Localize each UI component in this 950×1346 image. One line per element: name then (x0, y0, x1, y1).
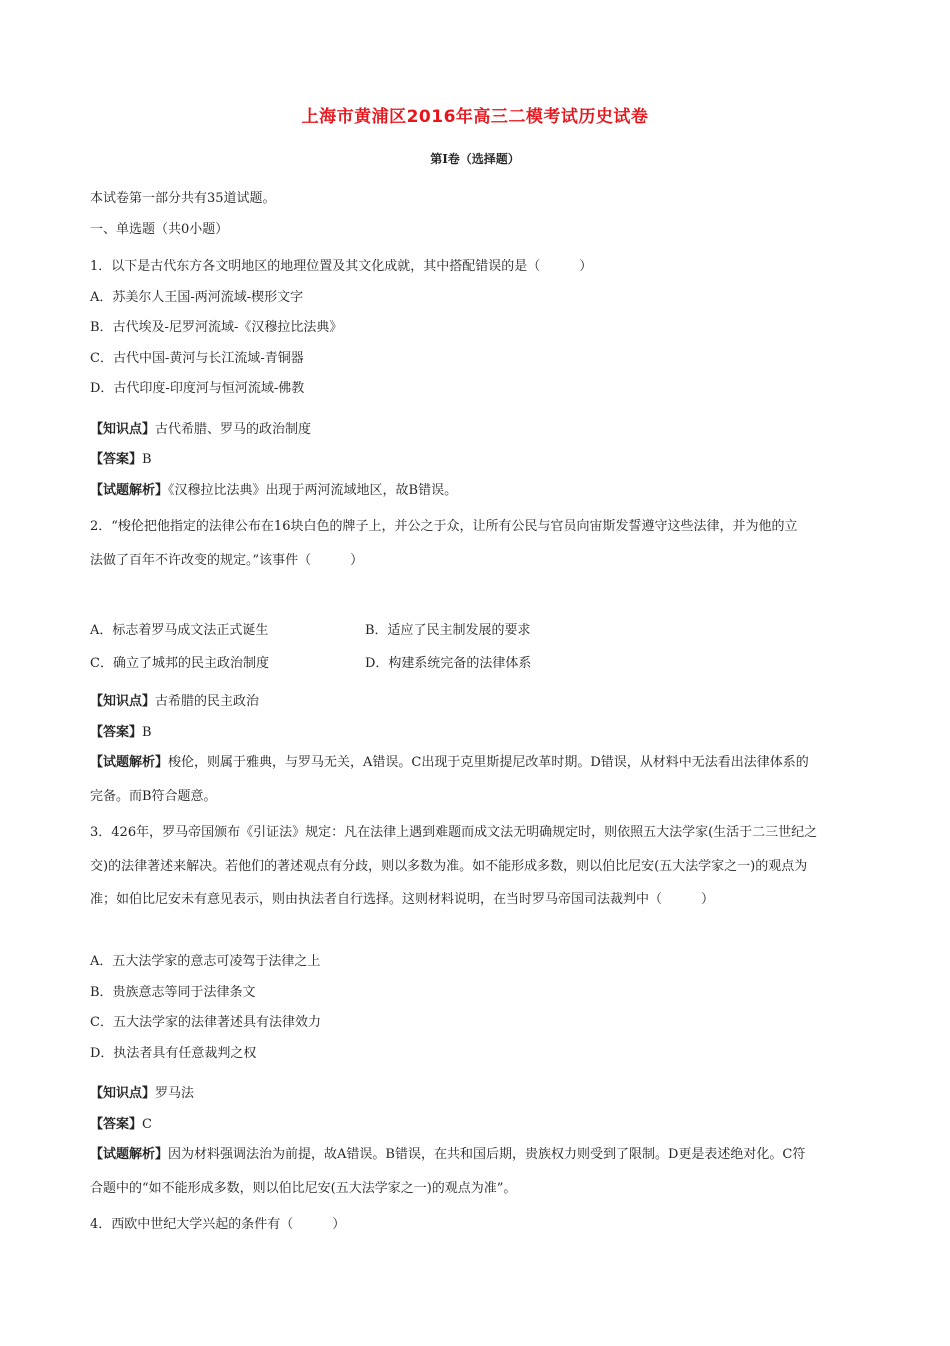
section-heading: 一、单选题（共0小题） (90, 222, 229, 237)
question-2-answer (90, 724, 860, 742)
question-3-option-d: D．执法者具有任意裁判之权 (90, 1046, 257, 1061)
question-3-answer (90, 1116, 860, 1134)
knowledge-label: 【知识点】 (90, 694, 156, 709)
question-3-knowledge (90, 1085, 860, 1103)
question-3-stem-line-3: 准；如伯比尼安未有意见表示，则由执法者自行选择。这则材料说明，在当时罗马帝国司法裁判中（ ） (90, 892, 715, 907)
knowledge-label: 【知识点】 (90, 1086, 156, 1101)
question-4-stem: 4．西欧中世纪大学兴起的条件有（ ） (90, 1217, 346, 1232)
answer-value: B (142, 452, 152, 467)
question-1-option-b: B．古代埃及-尼罗河流域-《汉穆拉比法典》 (90, 320, 343, 335)
question-1-knowledge (90, 421, 860, 439)
question-3-option-b: B．贵族意志等同于法律条文 (90, 985, 256, 1000)
question-1-option-c: C．古代中国-黄河与长江流域-青铜器 (90, 351, 304, 366)
answer-value: C (142, 1117, 152, 1132)
knowledge-value: 罗马法 (155, 1086, 195, 1101)
analysis-value: 《汉穆拉比法典》出现于两河流域地区，故B错误。 (168, 483, 458, 498)
analysis-label: 【试题解析】 (90, 1147, 169, 1162)
analysis-value: 梭伦，则属于雅典，与罗马无关，A错误。C出现于克里斯提尼改革时期。D错误，从材料中无法看出法律体系的 (168, 755, 809, 770)
question-3-stem-line-1: 3．426年，罗马帝国颁布《引证法》规定：凡在法律上遇到难题而成文法无明确规定时，则依照五大法学家(生活于二三世纪之 (90, 825, 818, 840)
question-2-option-a: A．标志着罗马成文法正式诞生 (90, 623, 269, 638)
analysis-value: 因为材料强调法治为前提，故A错误。B错误，在共和国后期，贵族权力则受到了限制。D更是表述绝对化。C符 (168, 1147, 806, 1162)
question-1-stem: 1．以下是古代东方各文明地区的地理位置及其文化成就，其中搭配错误的是（ ） (90, 259, 593, 274)
answer-label: 【答案】 (90, 452, 143, 467)
question-2-stem-line-2: 法做了百年不许改变的规定。”该事件（ ） (90, 553, 364, 568)
knowledge-label: 【知识点】 (90, 422, 156, 437)
answer-label: 【答案】 (90, 1117, 143, 1132)
analysis-label: 【试题解析】 (90, 483, 169, 498)
question-3-stem-line-2: 交)的法律著述来解决。若他们的著述观点有分歧，则以多数为准。如不能形成多数，则以伯比尼安(五大法学家之一)的观点为 (90, 859, 808, 874)
question-3-option-c: C．五大法学家的法律著述具有法律效力 (90, 1015, 321, 1030)
question-2-option-c: C．确立了城邦的民主政治制度 (90, 656, 269, 671)
knowledge-value: 古希腊的民主政治 (155, 694, 260, 709)
question-2-analysis-line-2: 完备。而B符合题意。 (90, 789, 217, 804)
question-3-option-a: A．五大法学家的意志可凌驾于法律之上 (90, 954, 321, 969)
question-2-option-b: B．适应了民主制发展的要求 (365, 623, 531, 638)
question-3-analysis-line-2: 合题中的“如不能形成多数，则以伯比尼安(五大法学家之一)的观点为准”。 (90, 1181, 517, 1196)
analysis-label: 【试题解析】 (90, 755, 169, 770)
question-1-option-a: A．苏美尔人王国-两河流域-楔形文字 (90, 290, 304, 305)
intro-text: 本试卷第一部分共有35道试题。 (90, 191, 276, 206)
knowledge-value: 古代希腊、罗马的政治制度 (155, 422, 312, 437)
question-2-stem-line-1: 2．“梭伦把他指定的法律公布在16块白色的牌子上，并公之于众，让所有公民与官员向宙斯发誓遵守这些法律，并为他的立 (90, 519, 798, 534)
question-2-analysis-line-1 (90, 754, 860, 772)
answer-value: B (142, 725, 152, 740)
answer-label: 【答案】 (90, 725, 143, 740)
question-1-answer (90, 451, 860, 469)
question-2-knowledge (90, 693, 860, 711)
page-title: 上海市黄浦区2016年高三二模考试历史试卷 (301, 107, 649, 127)
question-1-analysis (90, 482, 860, 500)
question-2-option-d: D．构建系统完备的法律体系 (365, 656, 532, 671)
question-3-analysis-line-1 (90, 1146, 860, 1164)
section-subtitle: 第Ⅰ卷（选择题） (430, 152, 520, 166)
question-1-option-d: D．古代印度-印度河与恒河流域-佛教 (90, 381, 305, 396)
